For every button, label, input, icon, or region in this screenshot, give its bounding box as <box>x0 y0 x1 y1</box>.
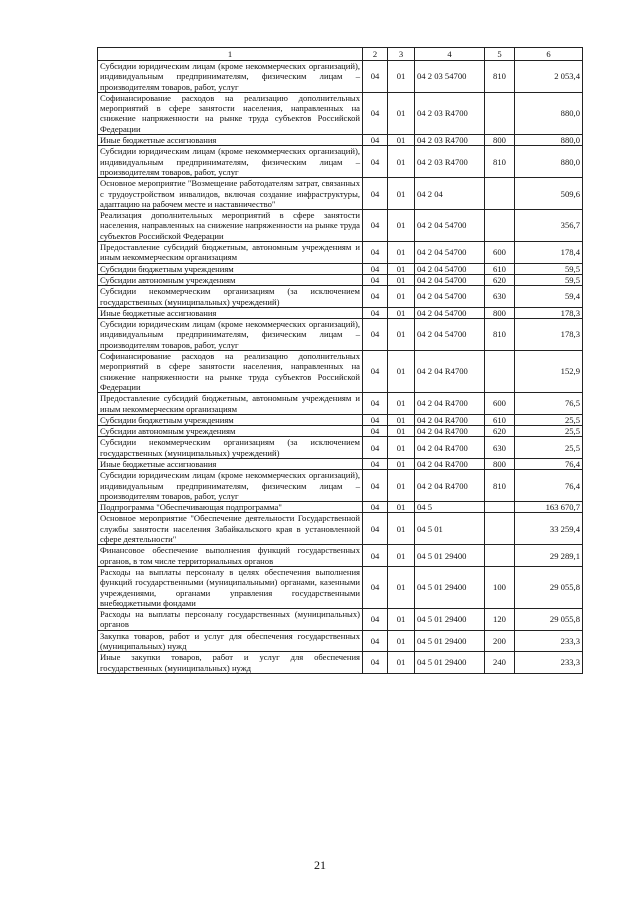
row-subsection: 01 <box>388 319 415 351</box>
row-name: Софинансирование расходов на реализацию дополнительных мероприятий в сфере занятости населения, направленных на снижение напряженности на рынке труда субъектов Российской Федерации <box>98 92 363 134</box>
row-target-article: 04 5 01 29400 <box>415 652 485 674</box>
row-expense-type <box>485 92 515 134</box>
row-target-article: 04 2 04 <box>415 178 485 210</box>
row-target-article: 04 2 04 R4700 <box>415 426 485 437</box>
table-row <box>98 426 583 437</box>
row-expense-type: 630 <box>485 286 515 308</box>
header-col-6: 6 <box>515 48 583 61</box>
row-amount: 59,5 <box>515 274 583 285</box>
row-subsection: 01 <box>388 351 415 393</box>
row-name: Субсидии автономным учреждениям <box>98 274 363 285</box>
row-amount: 76,5 <box>515 393 583 415</box>
row-expense-type: 200 <box>485 630 515 652</box>
row-target-article: 04 2 04 54700 <box>415 307 485 318</box>
row-section: 04 <box>363 414 388 425</box>
row-target-article: 04 2 04 54700 <box>415 274 485 285</box>
row-expense-type: 600 <box>485 242 515 264</box>
row-amount: 29 289,1 <box>515 545 583 567</box>
row-section: 04 <box>363 286 388 308</box>
row-name: Иные бюджетные ассигнования <box>98 458 363 469</box>
table-row <box>98 146 583 178</box>
row-expense-type: 810 <box>485 61 515 93</box>
row-expense-type <box>485 210 515 242</box>
row-section: 04 <box>363 630 388 652</box>
row-amount: 880,0 <box>515 135 583 146</box>
row-target-article: 04 5 01 <box>415 513 485 545</box>
row-expense-type: 600 <box>485 393 515 415</box>
row-section: 04 <box>363 319 388 351</box>
row-amount: 163 670,7 <box>515 502 583 513</box>
row-amount: 356,7 <box>515 210 583 242</box>
row-name: Основное мероприятие "Возмещение работодателям затрат, связанных с трудоустройством инвалидов, включая создание инфраструктуры, адаптацию на рабочем месте и наставничество" <box>98 178 363 210</box>
table-row <box>98 545 583 567</box>
row-target-article: 04 2 04 R4700 <box>415 393 485 415</box>
row-section: 04 <box>363 545 388 567</box>
row-expense-type <box>485 178 515 210</box>
table-row <box>98 502 583 513</box>
header-col-3: 3 <box>388 48 415 61</box>
row-subsection: 01 <box>388 652 415 674</box>
row-section: 04 <box>363 210 388 242</box>
row-amount: 25,5 <box>515 437 583 459</box>
row-section: 04 <box>363 135 388 146</box>
row-name: Реализация дополнительных мероприятий в сфере занятости населения, направленных на снижение напряженности на рынке труда субъектов Российской Федерации <box>98 210 363 242</box>
row-section: 04 <box>363 178 388 210</box>
row-name: Субсидии юридическим лицам (кроме некоммерческих организаций), индивидуальным предпринимателям, физическим лицам – производителям товаров, работ, услуг <box>98 146 363 178</box>
table-row <box>98 178 583 210</box>
row-expense-type: 810 <box>485 319 515 351</box>
row-target-article: 04 5 01 29400 <box>415 609 485 631</box>
header-col-4: 4 <box>415 48 485 61</box>
row-subsection: 01 <box>388 61 415 93</box>
row-section: 04 <box>363 513 388 545</box>
row-target-article: 04 2 04 54700 <box>415 210 485 242</box>
row-name: Финансовое обеспечение выполнения функций государственных органов, в том числе территориальных органов <box>98 545 363 567</box>
row-section: 04 <box>363 502 388 513</box>
row-name: Субсидии бюджетным учреждениям <box>98 263 363 274</box>
row-section: 04 <box>363 92 388 134</box>
row-section: 04 <box>363 470 388 502</box>
row-expense-type <box>485 513 515 545</box>
table-row <box>98 242 583 264</box>
row-target-article: 04 2 04 R4700 <box>415 414 485 425</box>
row-amount: 880,0 <box>515 92 583 134</box>
row-target-article: 04 2 04 R4700 <box>415 437 485 459</box>
row-subsection: 01 <box>388 242 415 264</box>
row-expense-type: 610 <box>485 414 515 425</box>
row-section: 04 <box>363 609 388 631</box>
table-row <box>98 263 583 274</box>
row-amount: 178,3 <box>515 319 583 351</box>
row-name: Предоставление субсидий бюджетным, автономным учреждениям и иным некоммерческим организациям <box>98 242 363 264</box>
row-expense-type: 800 <box>485 458 515 469</box>
row-section: 04 <box>363 393 388 415</box>
row-section: 04 <box>363 652 388 674</box>
header-col-1: 1 <box>98 48 363 61</box>
row-section: 04 <box>363 146 388 178</box>
row-amount: 76,4 <box>515 470 583 502</box>
row-target-article: 04 5 <box>415 502 485 513</box>
row-subsection: 01 <box>388 92 415 134</box>
row-subsection: 01 <box>388 426 415 437</box>
table-row <box>98 307 583 318</box>
row-subsection: 01 <box>388 630 415 652</box>
row-subsection: 01 <box>388 146 415 178</box>
table-row <box>98 470 583 502</box>
row-target-article: 04 2 04 R4700 <box>415 470 485 502</box>
row-expense-type: 810 <box>485 146 515 178</box>
row-subsection: 01 <box>388 609 415 631</box>
row-name: Закупка товаров, работ и услуг для обеспечения государственных (муниципальных) нужд <box>98 630 363 652</box>
row-amount: 25,5 <box>515 426 583 437</box>
row-amount: 25,5 <box>515 414 583 425</box>
table-row <box>98 274 583 285</box>
row-name: Предоставление субсидий бюджетным, автономным учреждениям и иным некоммерческим организациям <box>98 393 363 415</box>
page-number: 21 <box>314 858 326 872</box>
row-name: Субсидии юридическим лицам (кроме некоммерческих организаций), индивидуальным предпринимателям, физическим лицам – производителям товаров, работ, услуг <box>98 319 363 351</box>
row-amount: 233,3 <box>515 652 583 674</box>
row-amount: 29 055,8 <box>515 566 583 608</box>
row-name: Субсидии бюджетным учреждениям <box>98 414 363 425</box>
row-target-article: 04 2 04 54700 <box>415 242 485 264</box>
row-subsection: 01 <box>388 502 415 513</box>
row-expense-type: 800 <box>485 135 515 146</box>
row-amount: 178,4 <box>515 242 583 264</box>
row-amount: 59,5 <box>515 263 583 274</box>
row-amount: 76,4 <box>515 458 583 469</box>
row-subsection: 01 <box>388 437 415 459</box>
row-subsection: 01 <box>388 307 415 318</box>
table-row <box>98 210 583 242</box>
row-target-article: 04 5 01 29400 <box>415 566 485 608</box>
row-subsection: 01 <box>388 135 415 146</box>
row-target-article: 04 2 03 R4700 <box>415 146 485 178</box>
table-row <box>98 135 583 146</box>
row-section: 04 <box>363 242 388 264</box>
row-subsection: 01 <box>388 470 415 502</box>
row-name: Субсидии автономным учреждениям <box>98 426 363 437</box>
row-section: 04 <box>363 351 388 393</box>
row-name: Иные бюджетные ассигнования <box>98 307 363 318</box>
table-row <box>98 513 583 545</box>
row-expense-type: 810 <box>485 470 515 502</box>
row-section: 04 <box>363 426 388 437</box>
row-expense-type: 610 <box>485 263 515 274</box>
row-expense-type: 100 <box>485 566 515 608</box>
row-section: 04 <box>363 566 388 608</box>
row-expense-type <box>485 502 515 513</box>
table-row <box>98 437 583 459</box>
row-amount: 509,6 <box>515 178 583 210</box>
row-amount: 29 055,8 <box>515 609 583 631</box>
row-subsection: 01 <box>388 393 415 415</box>
header-row <box>98 48 583 61</box>
row-target-article: 04 2 04 R4700 <box>415 458 485 469</box>
header-col-5: 5 <box>485 48 515 61</box>
header-col-2: 2 <box>363 48 388 61</box>
table-row <box>98 458 583 469</box>
row-target-article: 04 2 04 54700 <box>415 319 485 351</box>
row-amount: 59,4 <box>515 286 583 308</box>
row-amount: 33 259,4 <box>515 513 583 545</box>
row-expense-type: 240 <box>485 652 515 674</box>
row-name: Расходы на выплаты персоналу в целях обеспечения выполнения функций государственными (муниципальными) органами, казенными учреждениями, органами управления государственными внебюджетными фондами <box>98 566 363 608</box>
row-target-article: 04 2 04 R4700 <box>415 351 485 393</box>
row-name: Софинансирование расходов на реализацию дополнительных мероприятий в сфере занятости населения, направленных на снижение напряженности на рынке труда субъектов Российской Федерации <box>98 351 363 393</box>
row-name: Подпрограмма "Обеспечивающая подпрограмма" <box>98 502 363 513</box>
row-expense-type: 630 <box>485 437 515 459</box>
table-row <box>98 351 583 393</box>
row-subsection: 01 <box>388 513 415 545</box>
table-row <box>98 566 583 608</box>
row-expense-type: 620 <box>485 426 515 437</box>
table-row <box>98 652 583 674</box>
row-target-article: 04 2 03 54700 <box>415 61 485 93</box>
row-name: Иные бюджетные ассигнования <box>98 135 363 146</box>
row-name: Иные закупки товаров, работ и услуг для обеспечения государственных (муниципальных) нужд <box>98 652 363 674</box>
row-target-article: 04 2 04 54700 <box>415 263 485 274</box>
row-name: Субсидии юридическим лицам (кроме некоммерческих организаций), индивидуальным предпринимателям, физическим лицам – производителям товаров, работ, услуг <box>98 61 363 93</box>
row-subsection: 01 <box>388 286 415 308</box>
table-row <box>98 319 583 351</box>
row-expense-type <box>485 351 515 393</box>
row-subsection: 01 <box>388 458 415 469</box>
row-subsection: 01 <box>388 178 415 210</box>
row-subsection: 01 <box>388 566 415 608</box>
row-name: Основное мероприятие "Обеспечение деятельности Государственной службы занятости населения Забайкальского края в установленной сфере деятельности" <box>98 513 363 545</box>
row-target-article: 04 2 03 R4700 <box>415 135 485 146</box>
row-expense-type: 620 <box>485 274 515 285</box>
row-section: 04 <box>363 263 388 274</box>
row-section: 04 <box>363 61 388 93</box>
table-row <box>98 609 583 631</box>
row-target-article: 04 5 01 29400 <box>415 630 485 652</box>
row-section: 04 <box>363 458 388 469</box>
row-amount: 880,0 <box>515 146 583 178</box>
row-expense-type: 800 <box>485 307 515 318</box>
table-row <box>98 92 583 134</box>
row-amount: 2 053,4 <box>515 61 583 93</box>
table-row <box>98 61 583 93</box>
row-name: Субсидии юридическим лицам (кроме некоммерческих организаций), индивидуальным предпринимателям, физическим лицам – производителям товаров, работ, услуг <box>98 470 363 502</box>
row-target-article: 04 5 01 29400 <box>415 545 485 567</box>
row-subsection: 01 <box>388 274 415 285</box>
row-target-article: 04 2 04 54700 <box>415 286 485 308</box>
row-amount: 178,3 <box>515 307 583 318</box>
row-target-article: 04 2 03 R4700 <box>415 92 485 134</box>
table-row <box>98 630 583 652</box>
row-section: 04 <box>363 307 388 318</box>
row-subsection: 01 <box>388 263 415 274</box>
table-row <box>98 286 583 308</box>
row-name: Субсидии некоммерческим организациям (за исключением государственных (муниципальных) учреждений) <box>98 286 363 308</box>
table-row <box>98 393 583 415</box>
row-name: Субсидии некоммерческим организациям (за исключением государственных (муниципальных) учреждений) <box>98 437 363 459</box>
row-amount: 152,9 <box>515 351 583 393</box>
table-row <box>98 414 583 425</box>
row-subsection: 01 <box>388 545 415 567</box>
row-section: 04 <box>363 274 388 285</box>
row-amount: 233,3 <box>515 630 583 652</box>
row-subsection: 01 <box>388 414 415 425</box>
row-expense-type <box>485 545 515 567</box>
budget-table <box>97 47 583 674</box>
row-name: Расходы на выплаты персоналу государственных (муниципальных) органов <box>98 609 363 631</box>
row-expense-type: 120 <box>485 609 515 631</box>
row-section: 04 <box>363 437 388 459</box>
row-subsection: 01 <box>388 210 415 242</box>
